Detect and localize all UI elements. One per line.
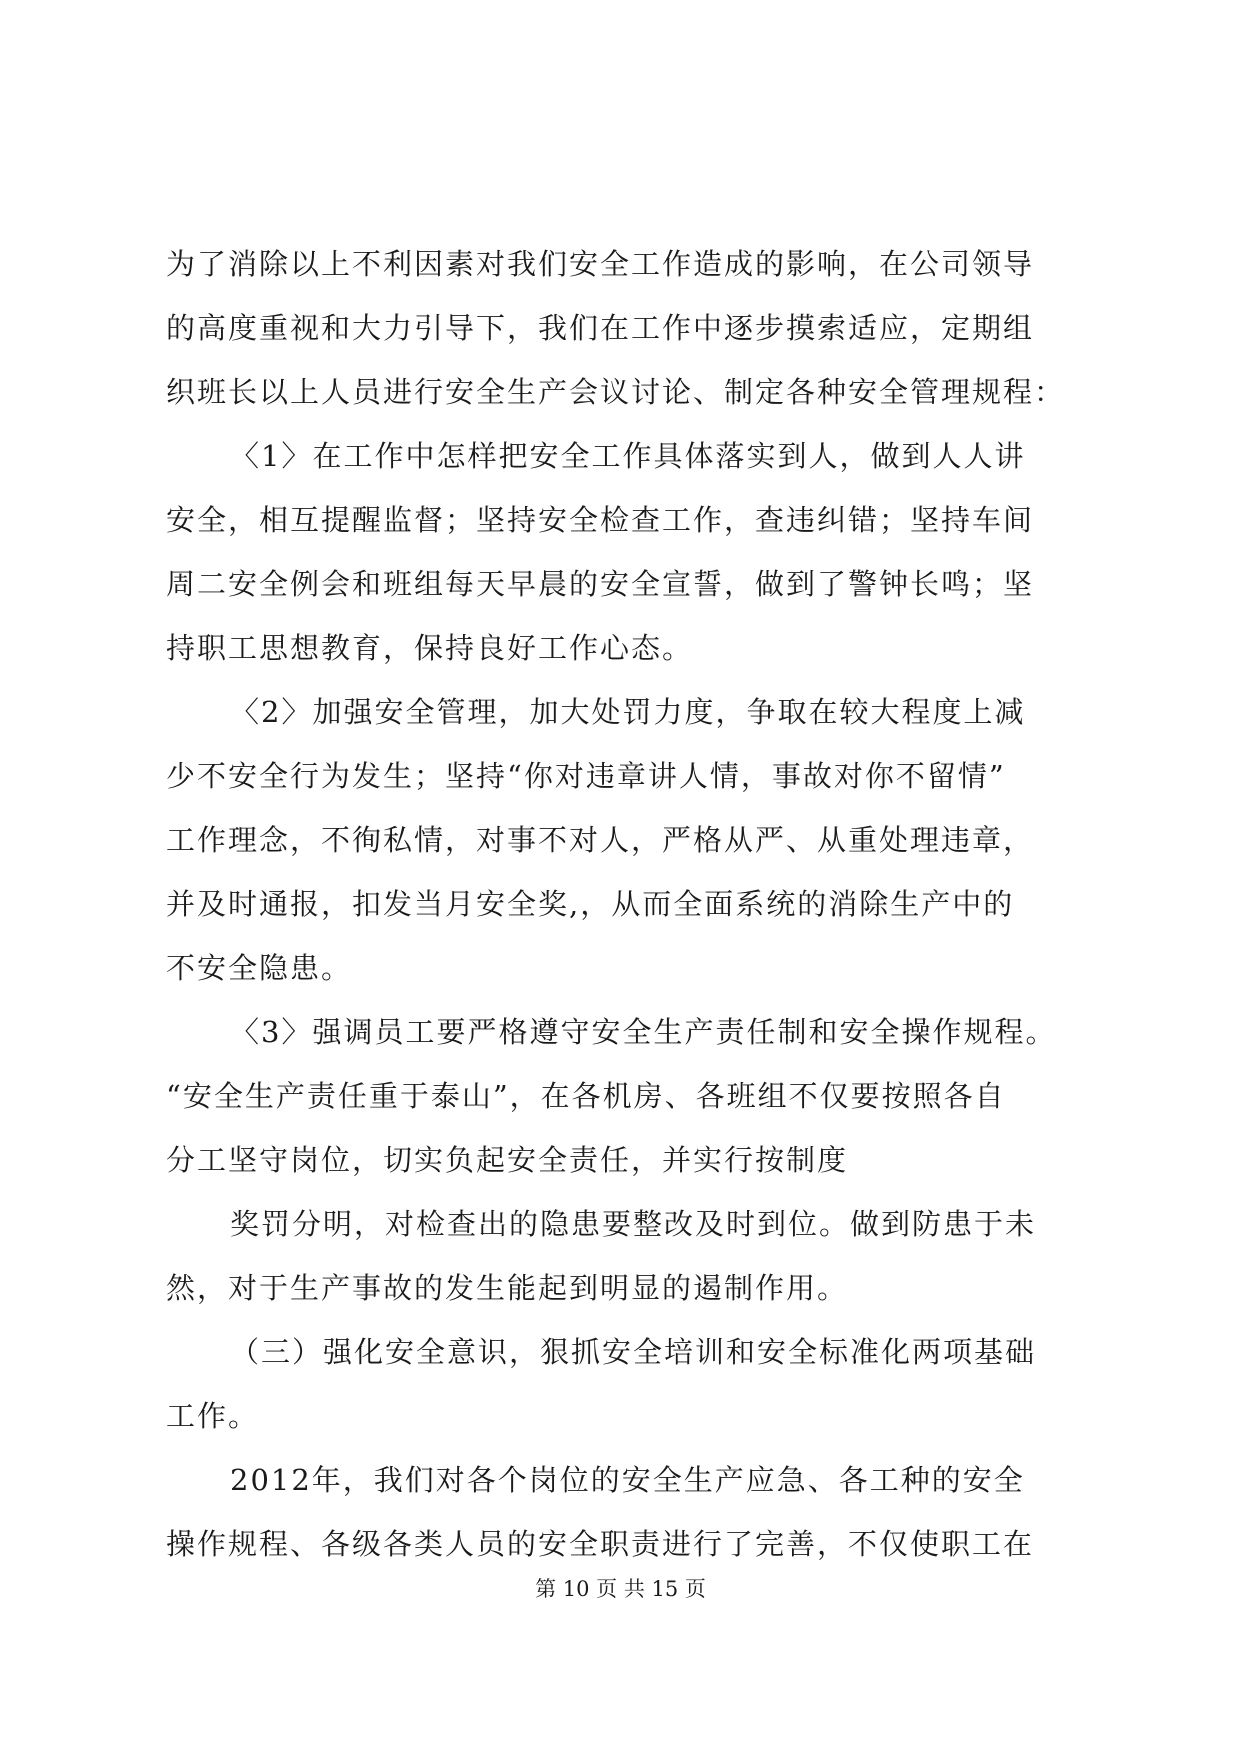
text-line: 周二安全例会和班组每天早晨的安全宣誓，做到了警钟长鸣；坚: [166, 567, 1035, 601]
text-line: 安全，相互提醒监督；坚持安全检查工作，查违纠错；坚持车间: [166, 503, 1035, 537]
text-line: 〈3〉强调员工要严格遵守安全生产责任制和安全操作规程。: [230, 1015, 1057, 1049]
text-line: 操作规程、各级各类人员的安全职责进行了完善，不仅使职工在: [166, 1527, 1035, 1561]
text-line: 2012年，我们对各个岗位的安全生产应急、各工种的安全: [230, 1463, 1025, 1497]
text-line: 奖罚分明，对检查出的隐患要整改及时到位。做到防患于未: [230, 1207, 1037, 1241]
text-line: 不安全隐患。: [166, 951, 353, 985]
text-line: 的高度重视和大力引导下，我们在工作中逐步摸索适应，定期组: [166, 311, 1035, 345]
text-line: 持职工思想教育，保持良好工作心态。: [166, 631, 694, 665]
text-line: 为了消除以上不利因素对我们安全工作造成的影响，在公司领导: [166, 247, 1035, 281]
text-line: 工作。: [166, 1399, 260, 1433]
text-line: 〈1〉在工作中怎样把安全工作具体落实到人，做到人人讲: [230, 439, 1026, 473]
text-line: 少不安全行为发生；坚持“你对违章讲人情，事故对你不留情”: [166, 759, 1006, 793]
page-number-footer: 第 10 页 共 15 页: [535, 1577, 706, 1601]
text-line: 并及时通报，扣发当月安全奖,，从而全面系统的消除生产中的: [166, 887, 1015, 921]
text-line: 织班长以上人员进行安全生产会议讨论、制定各种安全管理规程：: [166, 375, 1066, 409]
document-body: [166, 232, 1076, 1576]
text-line: 分工坚守岗位，切实负起安全责任，并实行按制度: [166, 1143, 849, 1177]
text-line: （三）强化安全意识，狠抓安全培训和安全标准化两项基础: [230, 1335, 1037, 1369]
text-line: 工作理念，不徇私情，对事不对人，严格从严、从重处理违章，: [166, 823, 1035, 857]
text-line: 然，对于生产事故的发生能起到明显的遏制作用。: [166, 1271, 849, 1305]
text-line: “安全生产责任重于泰山”，在各机房、各班组不仅要按照各自: [166, 1079, 1006, 1113]
text-line: 〈2〉加强安全管理，加大处罚力度，争取在较大程度上减: [230, 695, 1026, 729]
